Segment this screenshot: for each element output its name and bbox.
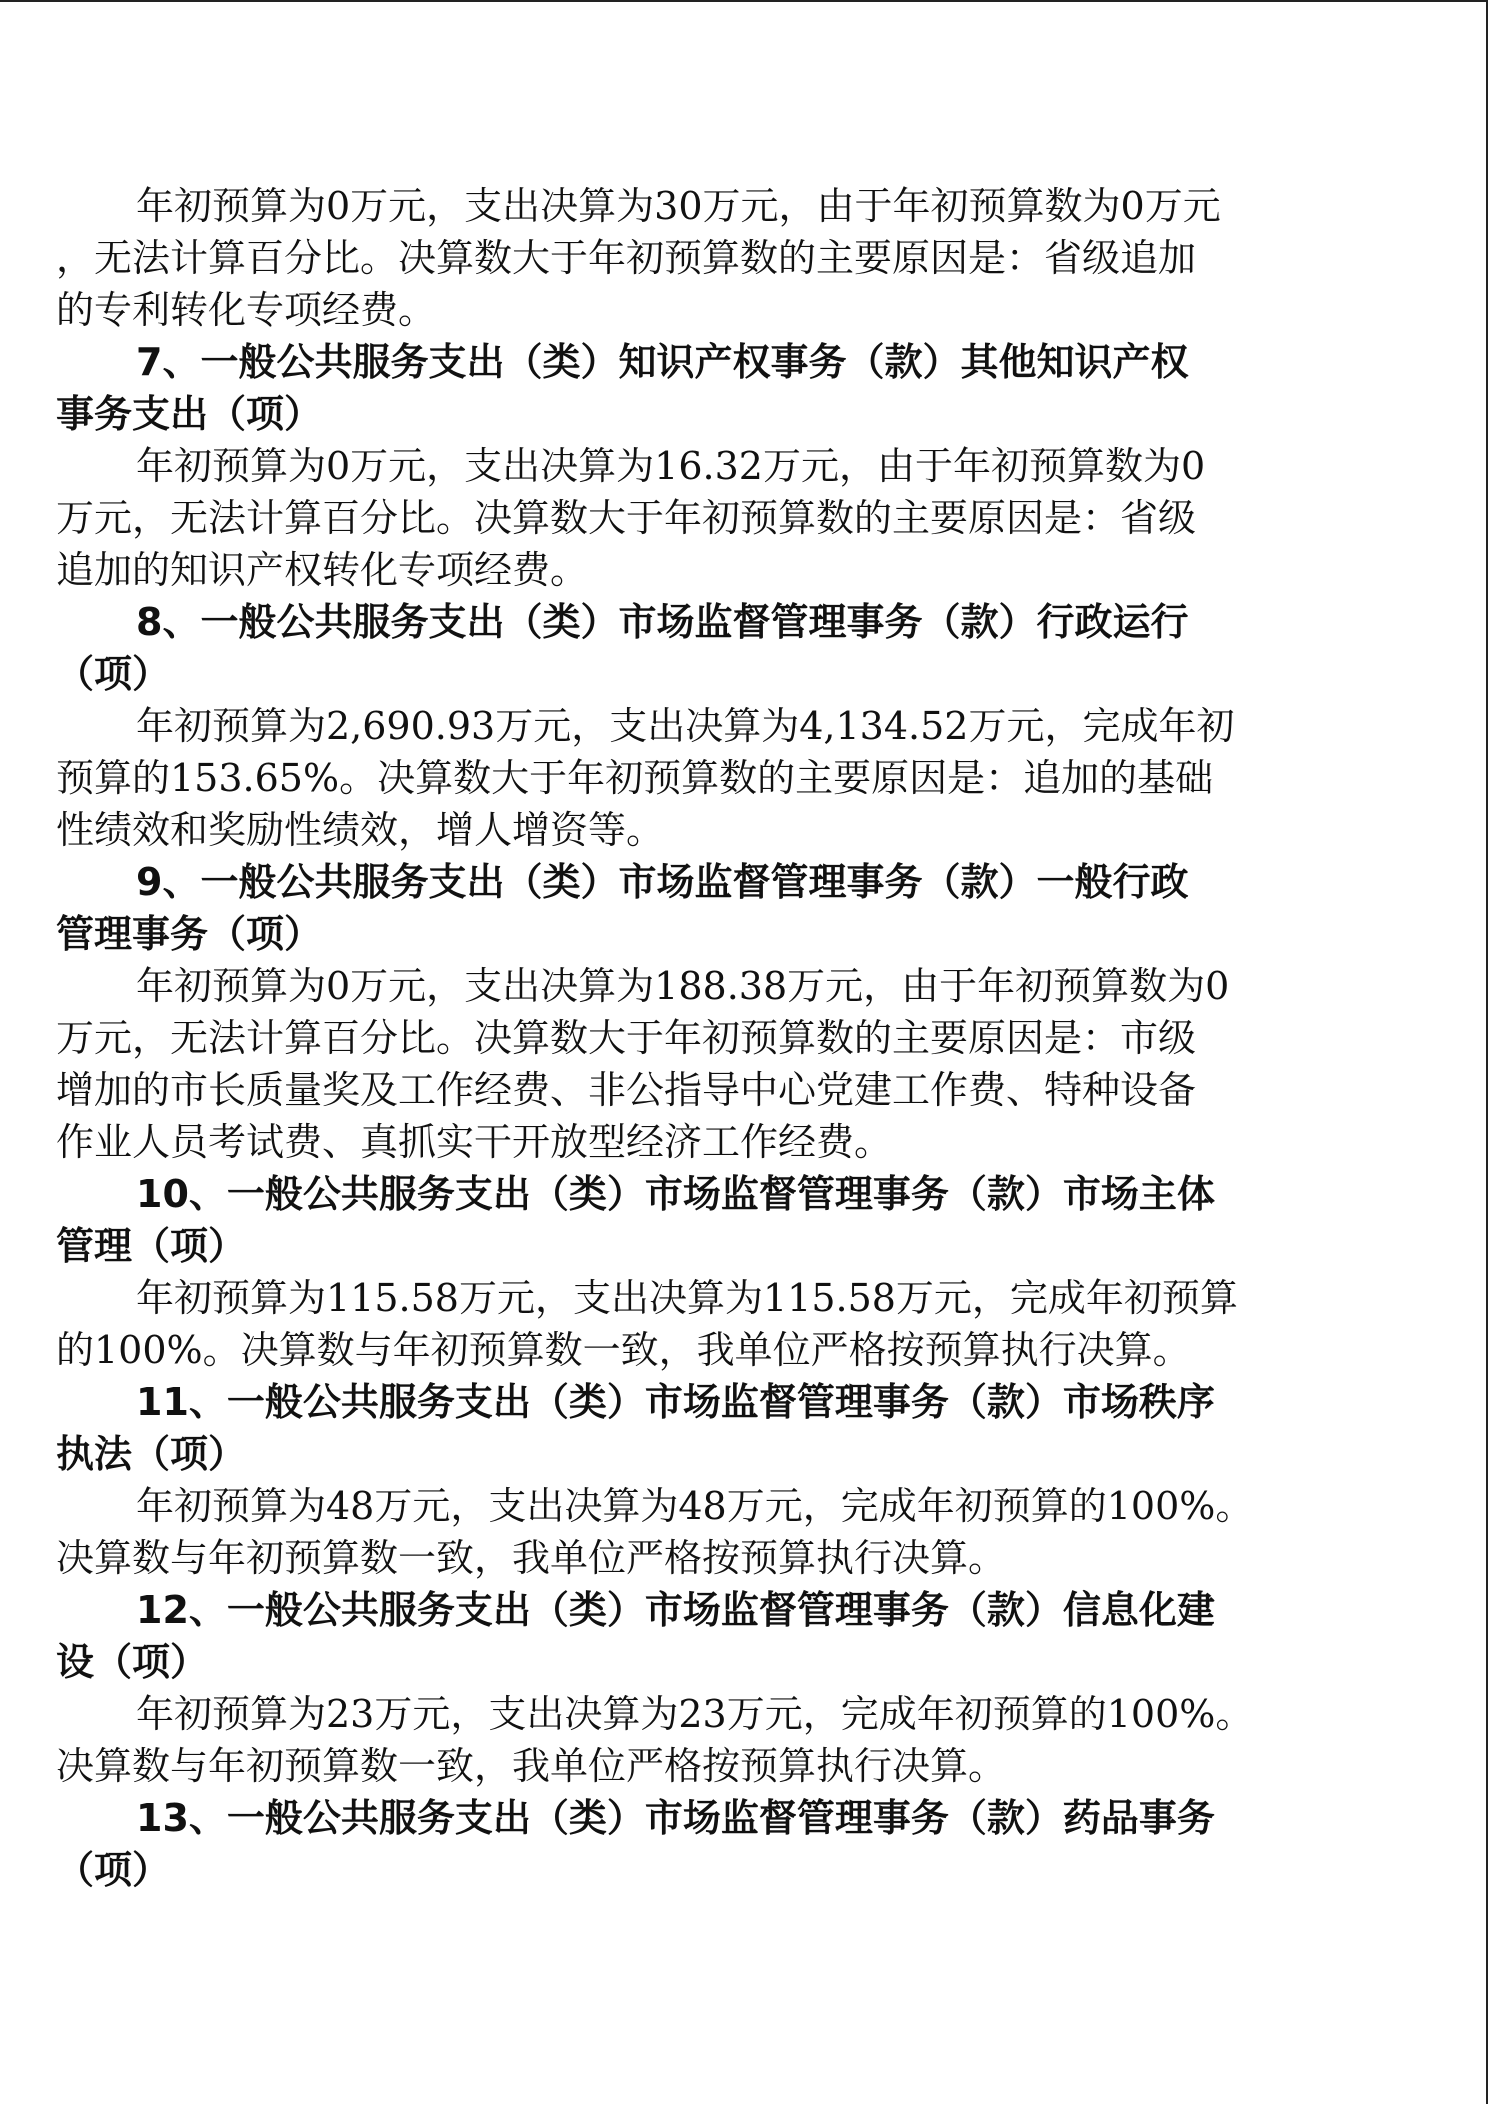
text-line: （项） xyxy=(56,652,171,696)
section-heading xyxy=(56,596,1341,700)
text-line: 追加的知识产权转化专项经费。 xyxy=(56,548,589,592)
text-line: 的100%。决算数与年初预算数一致，我单位严格按预算执行决算。 xyxy=(56,1328,1191,1372)
text-line: 决算数与年初预算数一致，我单位严格按预算执行决算。 xyxy=(56,1536,1007,1580)
text-line: 管理事务（项） xyxy=(56,912,323,956)
text-line: 事务支出（项） xyxy=(56,392,323,436)
body-paragraph xyxy=(56,440,1341,596)
body-paragraph xyxy=(56,1480,1341,1584)
section-heading xyxy=(56,1376,1341,1480)
document-body xyxy=(56,180,1341,1896)
body-paragraph xyxy=(56,960,1341,1168)
text-line: 年初预算为2,690.93万元，支出决算为4,134.52万元，完成年初 xyxy=(136,704,1235,748)
section-heading xyxy=(56,336,1341,440)
section-heading xyxy=(56,1584,1341,1688)
text-line: 增加的市长质量奖及工作经费、非公指导中心党建工作费、特种设备 xyxy=(56,1068,1197,1112)
text-line: 预算的153.65%。决算数大于年初预算数的主要原因是：追加的基础 xyxy=(56,756,1214,800)
text-line: 8、一般公共服务支出（类）市场监督管理事务（款）行政运行 xyxy=(136,600,1189,644)
text-line: 年初预算为23万元，支出决算为23万元，完成年初预算的100%。 xyxy=(136,1692,1254,1736)
text-line: 万元，无法计算百分比。决算数大于年初预算数的主要原因是：市级 xyxy=(56,1016,1197,1060)
text-line: ，无法计算百分比。决算数大于年初预算数的主要原因是：省级追加 xyxy=(56,236,1197,280)
text-line: 13、一般公共服务支出（类）市场监督管理事务（款）药品事务 xyxy=(136,1796,1215,1840)
text-line: （项） xyxy=(56,1848,171,1892)
section-heading xyxy=(56,1168,1341,1272)
text-line: 设（项） xyxy=(56,1640,209,1684)
text-line: 11、一般公共服务支出（类）市场监督管理事务（款）市场秩序 xyxy=(136,1380,1215,1424)
text-line: 年初预算为115.58万元，支出决算为115.58万元，完成年初预算 xyxy=(136,1276,1238,1320)
body-paragraph xyxy=(56,700,1341,856)
text-line: 年初预算为0万元，支出决算为188.38万元，由于年初预算数为0 xyxy=(136,964,1230,1008)
section-heading xyxy=(56,856,1341,960)
text-line: 管理（项） xyxy=(56,1224,247,1268)
text-line: 决算数与年初预算数一致，我单位严格按预算执行决算。 xyxy=(56,1744,1007,1788)
text-line: 9、一般公共服务支出（类）市场监督管理事务（款）一般行政 xyxy=(136,860,1189,904)
section-heading xyxy=(56,1792,1341,1896)
text-line: 7、一般公共服务支出（类）知识产权事务（款）其他知识产权 xyxy=(136,340,1189,384)
text-line: 10、一般公共服务支出（类）市场监督管理事务（款）市场主体 xyxy=(136,1172,1215,1216)
text-line: 万元，无法计算百分比。决算数大于年初预算数的主要原因是：省级 xyxy=(56,496,1197,540)
body-paragraph xyxy=(56,1688,1341,1792)
text-line: 性绩效和奖励性绩效，增人增资等。 xyxy=(56,808,665,852)
body-paragraph xyxy=(56,180,1341,336)
body-paragraph xyxy=(56,1272,1341,1376)
text-line: 12、一般公共服务支出（类）市场监督管理事务（款）信息化建 xyxy=(136,1588,1215,1632)
text-line: 年初预算为48万元，支出决算为48万元，完成年初预算的100%。 xyxy=(136,1484,1254,1528)
text-line: 作业人员考试费、真抓实干开放型经济工作经费。 xyxy=(56,1120,893,1164)
text-line: 年初预算为0万元，支出决算为30万元，由于年初预算数为0万元 xyxy=(136,184,1221,228)
text-line: 的专利转化专项经费。 xyxy=(56,288,437,332)
text-line: 年初预算为0万元，支出决算为16.32万元，由于年初预算数为0 xyxy=(136,444,1206,488)
text-line: 执法（项） xyxy=(56,1432,247,1476)
